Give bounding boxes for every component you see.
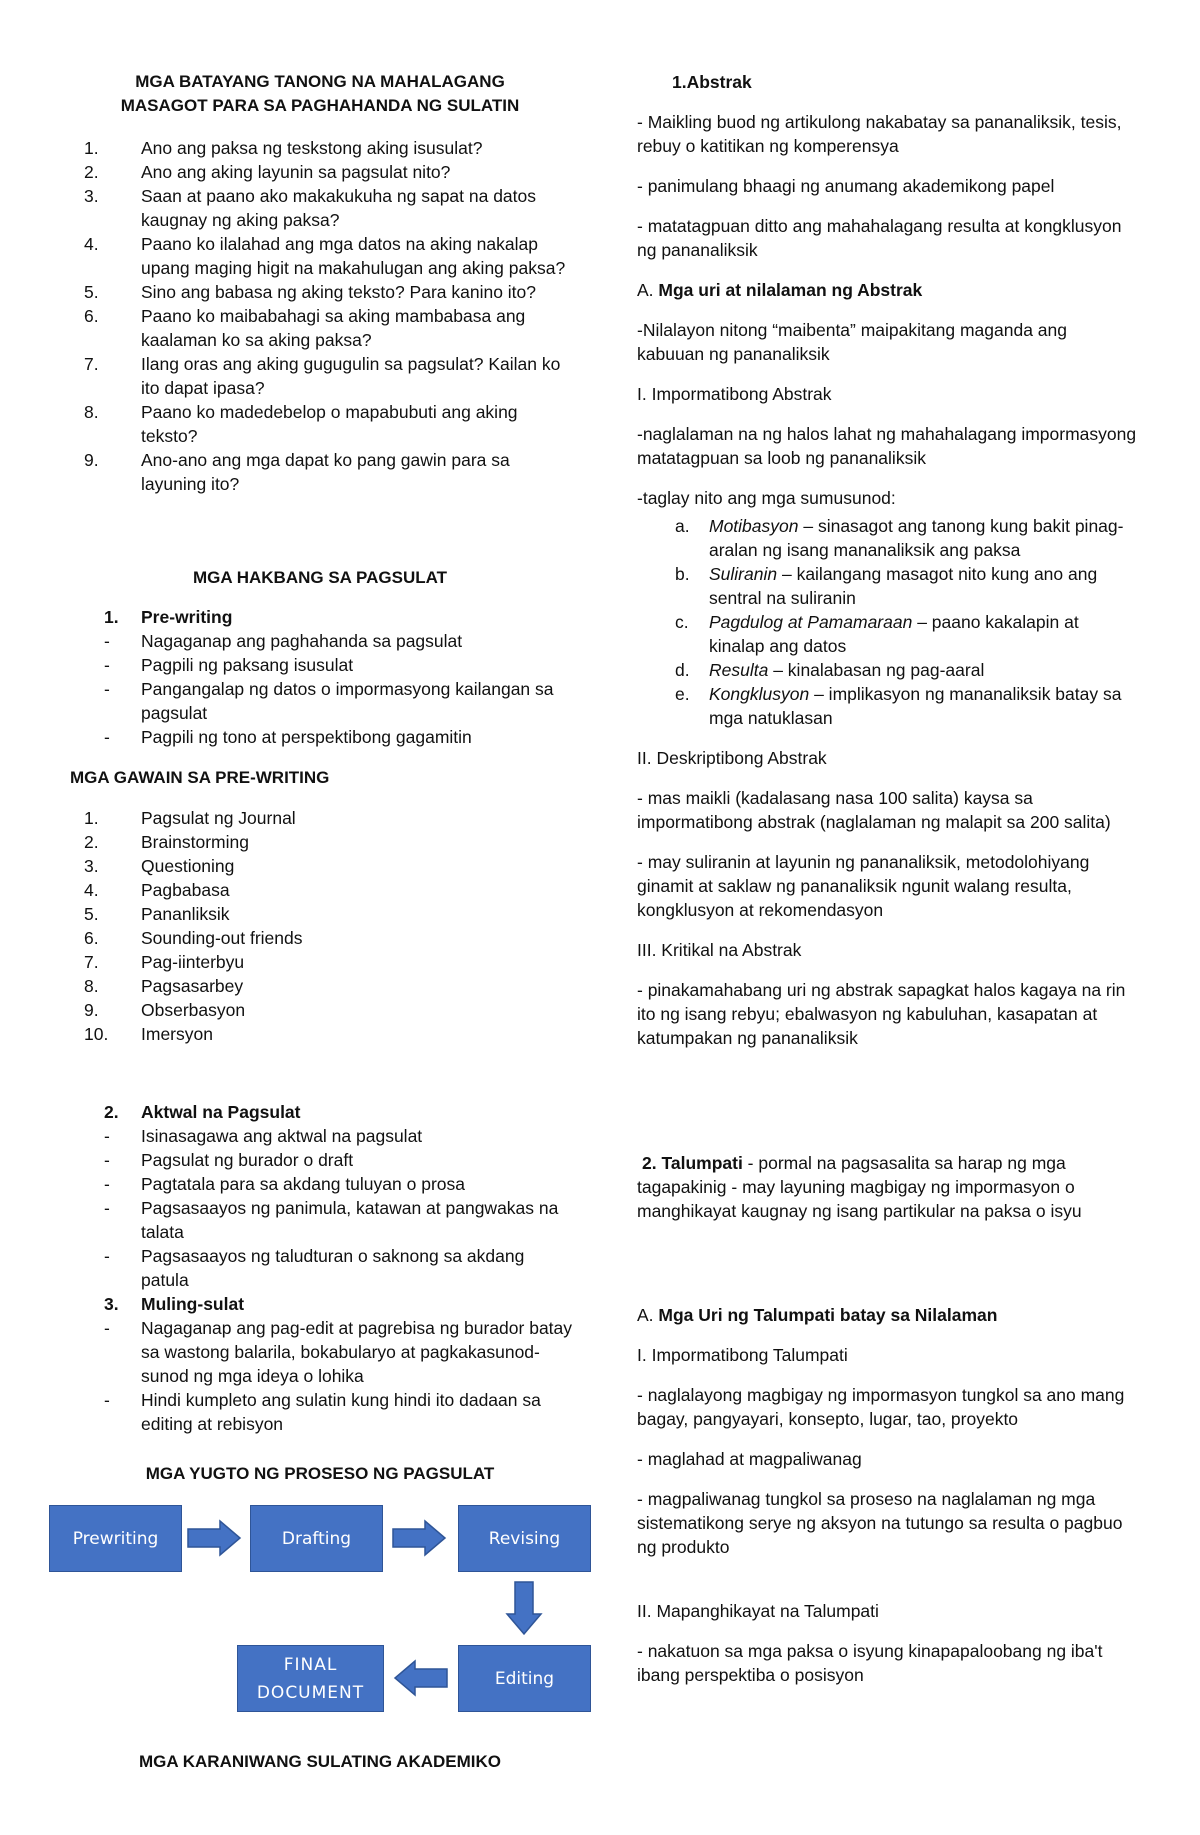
list-item: - Hindi kumpleto ang sulatin kung hindi ito dadaan sa editing at rebisyon — [104, 1390, 541, 1434]
list-item: 9. Obserbasyon — [84, 1000, 246, 1020]
list-item: c. Pagdulog at Pamamaraan – paano kakalapin at kinalap ang datos — [675, 612, 1079, 656]
talumpati-section: 2. Talumpati - pormal na pagsasalita sa harap ng mga tagapakinig - may layuning magbigay ng impormasyon o manghikayat kaugnay ng isang partikular na paksa o isyu — [637, 1153, 1082, 1221]
list-item: 10. Imersyon — [84, 1024, 213, 1044]
step-aktwal — [66, 1100, 574, 1436]
list-item: e. Kongklusyon – implikasyon ng mananaliksik batay sa mga natuklasan — [675, 684, 1122, 728]
revising-box: Revising — [458, 1505, 591, 1572]
list-item: - Nagaganap ang pag-edit at pagrebisa ng burador batay sa wastong balarila, bokabularyo at pagkakasunod-sunod ng mga ideya o lohika — [104, 1318, 573, 1386]
gawain-title: MGA GAWAIN SA PRE-WRITING — [70, 768, 330, 787]
list-item: 2. Ano ang aking layunin sa pagsulat nito? — [84, 162, 451, 182]
editing-box: Editing — [458, 1645, 591, 1712]
step-heading: 3. Muling-sulat — [104, 1294, 245, 1314]
list-item: 9. Ano-ano ang mga dapat ko pang gawin para sa layuning ito? — [84, 450, 510, 494]
list-item: 3. Questioning — [84, 856, 235, 876]
gawain-list — [66, 806, 574, 1046]
step-heading: 1. Pre-writing — [104, 607, 233, 627]
list-item: - Nagaganap ang paghahanda sa pagsulat — [104, 631, 463, 651]
list-item: 8. Pagsasarbey — [84, 976, 244, 996]
karaniwang-title: MGA KARANIWANG SULATING AKADEMIKO — [138, 1752, 501, 1771]
final-document-box: FINAL DOCUMENT — [237, 1645, 384, 1712]
basic-questions-list — [66, 136, 574, 496]
list-item: a. Motibasyon – sinasagot ang tanong kung bakit pinag-aralan ng isang mananaliksik ang paksa — [675, 516, 1124, 560]
arrow-down-icon — [505, 1580, 543, 1636]
list-item: 1. Ano ang paksa ng teskstong aking isusulat? — [84, 138, 483, 158]
list-item: - Isinasagawa ang aktwal na pagsulat — [104, 1126, 423, 1146]
info-items-list — [637, 514, 1137, 730]
list-item: 7. Ilang oras ang aking gugugulin sa pagsulat? Kailan ko ito dapat ipasa? — [84, 354, 561, 398]
list-item: d. Resulta – kinalabasan ng pag-aaral — [675, 660, 985, 680]
drafting-box: Drafting — [250, 1505, 383, 1572]
list-item: 8. Paano ko madedebelop o mapabubuti ang aking teksto? — [84, 402, 518, 446]
list-item: - Pangangalap ng datos o impormasyong kailangan sa pagsulat — [104, 679, 554, 723]
abstrak-section: - Maikling buod ng artikulong nakabatay sa pananaliksik, tesis, rebuy o katitikan ng komperensya - panimulang bhaagi ng anumang akademikong papel - matatagpuan ditto ang mahahalagang resulta at kongklusyon ng pananaliksik A. Mga uri at nilalaman ng Abstrak -Nilalayon nitong “maibenta” maipakitang maganda ang kabuuan ng pananaliksik I. Impormatibong Abstrak -naglalaman na ng halos lahat ng mahahalagang impormasyong matatagpuan sa loob ng pananaliksik -taglay nito ang mga sumusunod: a. Motibasyon – sinasagot ang tanong kung bakit pinag-aralan ng isang mananaliksik ang paksa b. Suliranin – kailangang masagot nito kung ano ang sentral na suliranin c. Pagdulog at Pamamaraan – paano kakalapin at kinalap ang datos d. Resulta – kinalabasan ng pag-aaral e. Kongklusyon – implikasyon ng mananaliksik batay sa mga natuklasan II. Deskriptibong Abstrak - mas maikli (kadalasang nasa 100 salita) kaysa sa impormatibong abstrak (naglalaman ng malapit sa 200 salita) - may suliranin at layunin ng pananaliksik, metodolohiyang ginamit at saklaw ng pananaliksik ngunit walang resulta, kongklusyon at rekomendasyon III. Kritikal na Abstrak - pinakamahabang uri ng abstrak sapagkat halos kagaya na rin ito ng isang rebyu; ebalwasyon ng kabuluhan, kasapatan at katumpakan ng pananaliksik — [637, 112, 1137, 1048]
list-item: 6. Sounding-out friends — [84, 928, 303, 948]
list-item: - Pagsasaayos ng panimula, katawan at pangwakas na talata — [104, 1198, 559, 1242]
list-item: - Pagsulat ng burador o draft — [104, 1150, 354, 1170]
list-item: 6. Paano ko maibabahagi sa aking mambabasa ang kaalaman ko sa aking paksa? — [84, 306, 526, 350]
list-item: b. Suliranin – kailangang masagot nito kung ano ang sentral na suliranin — [675, 564, 1098, 608]
list-item: - Pagpili ng paksang isusulat — [104, 655, 354, 675]
uri-talumpati-section: A. Mga Uri ng Talumpati batay sa Nilalaman I. Impormatibong Talumpati - naglalayong magbigay ng impormasyon tungkol sa ano mang bagay, pangyayari, konsepto, lugar, tao, proyekto - maglahad at magpaliwanag - magpaliwanag tungkol sa proseso na naglalaman ng mga sistematikong serye ng aksyon na tutungo sa resulta o pagbuo ng produkto II. Mapanghikayat na Talumpati - nakatuon sa mga paksa o isyung kinapapaloobang ng iba't ibang perspektiba o posisyon — [637, 1305, 1125, 1685]
list-item: - Pagpili ng tono at perspektibong gagamitin — [104, 727, 472, 747]
list-item: 1. Pagsulat ng Journal — [84, 808, 296, 828]
list-item: 7. Pag-iinterbyu — [84, 952, 245, 972]
step-heading: 2. Aktwal na Pagsulat — [104, 1102, 301, 1122]
arrow-left-icon — [393, 1660, 449, 1696]
list-item: 5. Sino ang babasa ng aking teksto? Para kanino ito? — [84, 282, 537, 302]
step-prewriting — [66, 605, 574, 749]
list-item: 5. Pananliksik — [84, 904, 230, 924]
yugto-title: MGA YUGTO NG PROSESO NG PAGSULAT — [145, 1464, 495, 1483]
abstrak-title: 1.Abstrak — [672, 72, 752, 92]
arrow-right-icon — [186, 1520, 242, 1556]
list-item: - Pagsasaayos ng taludturan o saknong sa akdang patula — [104, 1246, 525, 1290]
hakbang-title: MGA HAKBANG SA PAGSULAT — [192, 568, 448, 587]
list-item: 4. Paano ko ilalahad ang mga datos na aking nakalap upang maging higit na makahulugan ang aking paksa? — [84, 234, 566, 278]
prewriting-box: Prewriting — [49, 1505, 182, 1572]
basic-questions-title: MGA BATAYANG TANONG NA MAHALAGANG MASAGOT PARA SA PAGHAHANDA NG SULATIN — [120, 72, 520, 115]
uri-abstrak-heading: A. Mga uri at nilalaman ng Abstrak — [637, 280, 923, 300]
list-item: 3. Saan at paano ako makakukuha ng sapat na datos kaugnay ng aking paksa? — [84, 186, 537, 230]
list-item: 4. Pagbabasa — [84, 880, 230, 900]
list-item: - Pagtatala para sa akdang tuluyan o prosa — [104, 1174, 465, 1194]
list-item: 2. Brainstorming — [84, 832, 249, 852]
arrow-right-icon — [391, 1520, 447, 1556]
